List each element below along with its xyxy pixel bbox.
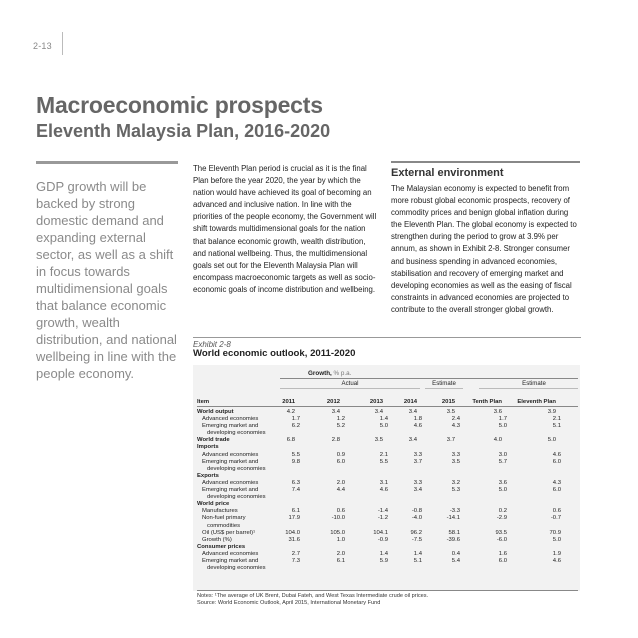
table-rule-growth (280, 378, 578, 379)
table-cell: 1.9 (552, 550, 561, 557)
row-label-line: World trade (197, 437, 230, 444)
row-label (197, 452, 284, 459)
table-cell: 1.0 (336, 536, 345, 543)
table-cell: 31.6 (288, 536, 300, 543)
table-cell: 4.6 (552, 451, 561, 458)
row-label (197, 558, 284, 572)
table-row (197, 459, 577, 473)
section-heading-external: External environment (391, 167, 504, 179)
table-row (197, 444, 577, 451)
table-cell: 6.0 (552, 458, 561, 465)
table-cell: 5.1 (552, 423, 561, 430)
row-label-line: Emerging market and (202, 557, 259, 564)
row-label (197, 515, 284, 529)
row-label (197, 423, 284, 437)
column-header-item: Item (197, 399, 210, 405)
row-label (197, 473, 279, 480)
table-cell: 6.3 (291, 479, 300, 486)
table-cell: 3.5 (451, 458, 460, 465)
table-bottom-rule (197, 590, 578, 591)
table-cell: 6.2 (291, 423, 300, 430)
table-cell: 6.8 (286, 437, 295, 444)
row-label (197, 416, 284, 423)
row-label (197, 551, 284, 558)
table-cell: 5.0 (498, 423, 507, 430)
row-label-line: developing economies (207, 565, 266, 572)
external-paragraph: The Malaysian economy is expected to benefit from more robust global economic prospects, recovery of commodity prices and benign global inflation during the Eleventh Plan. The global economy is expected to strengthen during the period to grow at 3.9% per annum, as shown in Exhibit 2-8. Stronger consumer and business spending in advanced economies, stabilisation and recovery of emerging market and developing economies as well as the easing of fiscal constraints in advanced economies are projected to contribute to the overall stronger global growth. (391, 184, 577, 314)
table-cell: 3.4 (408, 409, 417, 415)
table-cell: 6.1 (291, 508, 300, 515)
row-label-line: Emerging market and (202, 487, 259, 494)
table-cell: 2.1 (379, 451, 388, 458)
row-label-line: Emerging market and (202, 423, 259, 430)
table-cell: 2.7 (291, 550, 300, 557)
table-cell: 5.4 (451, 557, 460, 564)
row-label-line: commodities (207, 522, 241, 529)
table-cell: -14.1 (446, 515, 460, 522)
table-cell: 3.4 (408, 437, 417, 444)
column-header-tenth-plan: Tenth Plan (472, 399, 502, 405)
group-rule-estimate (425, 388, 463, 389)
row-label (197, 444, 279, 451)
table-cell: 104.0 (285, 529, 300, 536)
row-label-line: Emerging market and (202, 458, 259, 465)
table-cell: 5.7 (498, 458, 507, 465)
table-cell: 5.5 (379, 458, 388, 465)
table-body (197, 409, 577, 572)
table-cell: 1.2 (336, 416, 345, 423)
table-cell: 2.0 (336, 550, 345, 557)
page-number-divider (62, 32, 63, 55)
table-cell: 5.5 (291, 451, 300, 458)
table-cell: -1.2 (377, 515, 388, 522)
table-cell: 3.6 (498, 479, 507, 486)
row-label (197, 437, 279, 444)
row-label-line: developing economies (207, 494, 266, 501)
row-label (197, 530, 284, 537)
column-header-2015: 2015 (441, 399, 455, 405)
table-cell: 1.4 (413, 550, 422, 557)
table-cell: 3.1 (379, 479, 388, 486)
pull-quote: GDP growth will be backed by strong domestic demand and expanding external sector, as well as a shift in focus towards multidimensional goals that balance economic growth, wealth distribution, and national wellbeing in line with the people economy. (36, 179, 177, 381)
table-cell: -39.6 (446, 536, 460, 543)
table-cell: 4.3 (552, 479, 561, 486)
table-row (197, 501, 577, 508)
row-label-line: Exports (197, 472, 219, 479)
page-subtitle: Eleventh Malaysia Plan, 2016-2020 (36, 121, 331, 141)
table-cell: 17.9 (288, 515, 300, 522)
table-note-line: Notes: ¹The average of UK Brent, Dubai Fateh, and West Texas Intermediate crude oil prices. (197, 593, 429, 599)
table-row (197, 409, 577, 416)
table-cell: 58.1 (448, 529, 460, 536)
table-row (197, 551, 577, 558)
table-row (197, 544, 577, 551)
table-row (197, 537, 577, 544)
table-cell: 105.0 (330, 529, 345, 536)
table-cell: 2.0 (336, 479, 345, 486)
intro-paragraph: The Eleventh Plan period is crucial as it is the final Plan before the year 2020, the year by which the nation would have achieved its goal of becoming an advanced and inclusive nation. In line with the priorities of the people economy, the Government will shift towards multidimensional goals for the nation that balance economic growth, wealth distribution, and national wellbeing. Thus, the multidimensional goals set out for the Eleventh Malaysia Plan will encompass macroeconomic targets as well as socio-economic goals of income distribution and wellbeing. (193, 164, 377, 294)
table-cell: 3.7 (446, 437, 455, 444)
table-cell: 2.8 (331, 437, 340, 444)
growth-label-text: Growth, (308, 370, 332, 377)
growth-unit-text: % p.a. (333, 370, 352, 377)
table-notes (197, 593, 428, 607)
table-cell: 2.4 (451, 416, 460, 423)
table-row (197, 437, 577, 444)
table-cell: 1.6 (498, 550, 507, 557)
table-cell: 3.7 (413, 458, 422, 465)
table-row (197, 416, 577, 423)
table-cell: 3.4 (331, 409, 340, 415)
table-cell: 5.0 (498, 487, 507, 494)
table-cell: 3.3 (413, 479, 422, 486)
table-cell: 1.4 (379, 416, 388, 423)
row-label-line: World price (197, 501, 230, 508)
table-cell: 5.0 (552, 536, 561, 543)
exhibit-label: Exhibit 2-8 (193, 340, 231, 349)
table-note-line: Source: World Economic Outlook, April 2015, International Monetary Fund (197, 600, 381, 606)
table-cell: 5.3 (451, 487, 460, 494)
group-rule-actual (280, 388, 420, 389)
column-header-2012: 2012 (326, 399, 340, 405)
group-header-estimate: Estimate (432, 380, 456, 387)
table-cell: 4.2 (286, 409, 295, 415)
row-label-line: World output (197, 409, 234, 415)
exhibit-title: World economic outlook, 2011-2020 (193, 348, 356, 359)
table-cell: 3.2 (451, 479, 460, 486)
table-cell: 6.0 (552, 487, 561, 494)
table-cell: 2.1 (552, 416, 561, 423)
table-cell: -7.5 (411, 536, 422, 543)
table-cell: 0.6 (336, 508, 345, 515)
table-cell: 4.6 (413, 423, 422, 430)
column-header-2013: 2013 (369, 399, 383, 405)
table-cell: 3.5 (374, 437, 383, 444)
table-cell: 1.7 (498, 416, 507, 423)
table-cell: 0.2 (498, 508, 507, 515)
pull-quote-rule (36, 161, 178, 164)
table-cell: 3.0 (498, 451, 507, 458)
table-cell: 7.3 (291, 557, 300, 564)
column-header-2011: 2011 (282, 399, 295, 405)
table-cell: 3.3 (451, 451, 460, 458)
table-cell: 7.4 (291, 487, 300, 494)
table-cell: -0.9 (377, 536, 388, 543)
table-cell: 0.9 (336, 451, 345, 458)
table-cell: -2.9 (496, 515, 507, 522)
page-title: Macroeconomic prospects (36, 92, 323, 118)
group-header-actual: Actual (341, 380, 359, 387)
table-cell: 1.8 (413, 416, 422, 423)
table-row (197, 452, 577, 459)
row-label (197, 501, 279, 508)
table-cell: 6.1 (336, 557, 345, 564)
row-label (197, 537, 284, 544)
group-rule-estimate-plan (479, 388, 578, 389)
table-cell: 6.0 (336, 458, 345, 465)
exhibit-rule (193, 337, 581, 338)
table-cell: 3.4 (374, 409, 383, 415)
table-cell: 96.2 (410, 529, 422, 536)
column-header-2014: 2014 (403, 399, 417, 405)
table-cell: 9.8 (291, 458, 300, 465)
table-cell: -1.4 (377, 508, 388, 515)
table-cell: 0.4 (451, 550, 460, 557)
group-header-estimate-plan: Estimate (522, 380, 546, 387)
table-cell: -0.7 (550, 515, 561, 522)
table-row (197, 558, 577, 572)
row-label-line: developing economies (207, 465, 266, 472)
table-cell: 4.6 (379, 487, 388, 494)
row-label-line: Advanced economies (202, 451, 259, 458)
table-row (197, 473, 577, 480)
row-label-line: Oil (US$ per barrel)¹ (202, 529, 256, 536)
column-header-eleventh-plan: Eleventh Plan (517, 399, 556, 405)
section-rule (391, 161, 580, 163)
table-cell: 70.9 (549, 529, 561, 536)
table-row (197, 530, 577, 537)
row-label (197, 480, 284, 487)
table-cell: 104.1 (373, 529, 388, 536)
row-label (197, 487, 284, 501)
row-label-line: Advanced economies (202, 479, 259, 486)
table-cell: 3.9 (547, 409, 556, 415)
table-cell: 5.0 (379, 423, 388, 430)
table-row (197, 487, 577, 501)
row-label (197, 409, 279, 416)
row-label (197, 544, 279, 551)
table-row (197, 515, 577, 529)
row-label-line: Non-fuel primary (202, 515, 246, 522)
table-cell: 0.6 (552, 508, 561, 515)
table-cell: -6.0 (496, 536, 507, 543)
table-cell: 3.5 (446, 409, 455, 415)
table-cell: -3.3 (449, 508, 460, 515)
table-cell: 93.5 (495, 529, 507, 536)
table-cell: 1.4 (379, 550, 388, 557)
table-header-rule (197, 406, 578, 407)
row-label-line: Consumer prices (197, 543, 246, 550)
row-label (197, 459, 284, 473)
table-cell: 5.9 (379, 557, 388, 564)
growth-unit-label (308, 370, 351, 377)
row-label-line: Imports (197, 444, 219, 451)
table-cell: -4.0 (411, 515, 422, 522)
row-label-line: Manufactures (202, 508, 238, 515)
table-row (197, 423, 577, 437)
table-cell: 6.0 (498, 557, 507, 564)
table-cell: 4.4 (336, 487, 345, 494)
table-cell: 4.3 (451, 423, 460, 430)
table-cell: 4.6 (552, 557, 561, 564)
row-label-line: developing economies (207, 430, 266, 437)
table-cell: -10.0 (331, 515, 345, 522)
row-label-line: Growth (%) (202, 536, 232, 543)
page-number: 2-13 (33, 41, 52, 51)
table-row (197, 480, 577, 487)
table-cell: -0.8 (411, 508, 422, 515)
table-cell: 5.0 (547, 437, 556, 444)
table-cell: 5.1 (413, 557, 422, 564)
table-cell: 1.7 (291, 416, 300, 423)
table-cell: 5.2 (336, 423, 345, 430)
table-row (197, 508, 577, 515)
table-cell: 4.0 (493, 437, 502, 444)
row-label (197, 508, 284, 515)
row-label-line: Advanced economies (202, 416, 259, 423)
row-label-line: Advanced economies (202, 550, 259, 557)
table-cell: 3.6 (493, 409, 502, 415)
table-cell: 3.4 (413, 487, 422, 494)
table-cell: 3.3 (413, 451, 422, 458)
